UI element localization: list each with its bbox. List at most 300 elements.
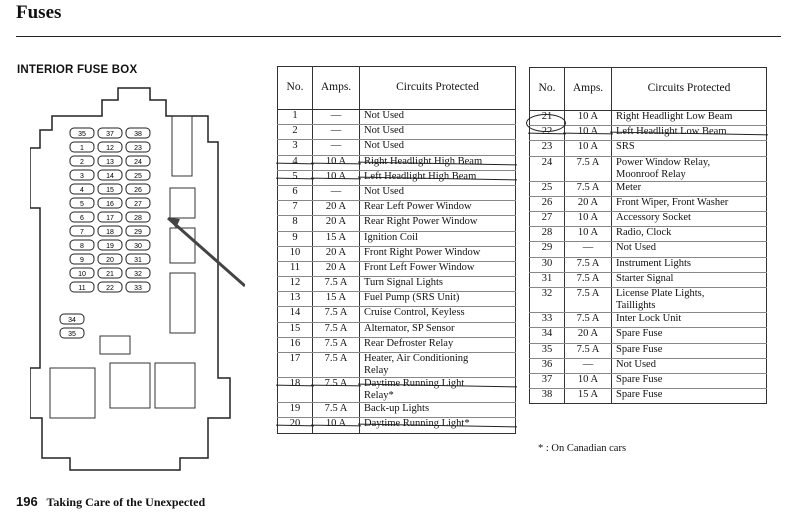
fuse-circuit [612,313,767,328]
fuse-slot-label: 33 [134,285,142,292]
fuse-number [530,227,565,242]
fuse-circuit-text: Accessory Socket [616,212,691,224]
fuse-circuit-text: Power Window Relay, [616,156,711,168]
fuse-amps-text: — [330,125,342,137]
table-row [278,322,516,337]
fuse-number-text: 10 [289,246,301,258]
table-row [530,373,767,388]
table-row [278,185,516,200]
fuse-number [278,277,313,292]
table-row [278,125,516,140]
fuse-amps-text: 10 A [577,126,599,138]
fuse-number-text: 17 [289,353,301,364]
fuse-number [278,403,313,418]
table-row [530,181,767,196]
fuse-number [530,288,565,313]
section-subtitle: INTERIOR FUSE BOX [17,64,138,76]
fuse-number-text: 38 [541,389,553,401]
fuse-number [530,181,565,196]
fuse-number [530,156,565,181]
fuse-circuit-text: Meter [616,181,642,193]
fuse-slot-label: 11 [78,285,86,292]
fuse-amps [565,242,612,257]
fuse-number-text: 37 [541,373,553,385]
fuse-number-text: 18 [289,378,301,390]
fuse-amps-text: 7.5 A [324,307,348,319]
fuse-number-text: 29 [541,242,553,254]
fuse-number [278,337,313,352]
fuse-number [278,140,313,155]
fuse-number-text: 16 [289,337,301,349]
table-row [278,140,516,155]
fuse-amps [313,403,360,418]
fuse-amps-text: 7.5 A [324,403,348,415]
fuse-number [278,292,313,307]
fuse-number-text: 30 [541,257,553,269]
fuse-circuit [360,322,516,337]
fuse-circuit [360,125,516,140]
fuse-slot-label: 24 [134,159,142,166]
fuse-amps-text: 15 A [577,389,599,401]
fuse-circuit [360,337,516,352]
fuse-amps [565,389,612,404]
fuse-number [530,389,565,404]
fuse-number-text: 7 [292,201,298,213]
fuse-number-text: 21 [541,111,553,122]
fuse-number [530,373,565,388]
fuse-amps-text: 15 A [325,292,347,304]
fuse-circuit [612,242,767,257]
fuse-slot-label: 31 [134,257,142,264]
table-row [530,196,767,211]
fuse-number [530,212,565,227]
fuse-circuit-text: Heater, Air Conditioning [364,353,469,364]
fuse-number-text: 12 [289,277,301,289]
fuse-circuit [612,389,767,404]
fuse-circuit-text: Fuel Pump (SRS Unit) [364,292,460,304]
fuse-amps-text: 7.5 A [576,156,600,168]
table-row [530,141,767,156]
table-row [278,378,516,403]
fuse-number-text: 26 [541,196,553,208]
fuse-circuit-text: Spare Fuse [616,373,663,385]
fuse-slot-label: 2 [80,159,84,166]
fuse-amps-text: 7.5 A [576,343,600,355]
fuse-circuit-text: Not Used [616,242,656,254]
table-row [278,292,516,307]
fuse-slot-label: 10 [78,271,86,278]
fuse-slot-label: 29 [134,229,142,236]
fuse-circuit [360,378,516,403]
fuse-slot-label: 35 [68,331,76,338]
fuse-amps [565,257,612,272]
fuse-amps [313,140,360,155]
fuse-amps-text: 20 A [325,246,347,258]
fuse-circuit [612,257,767,272]
fuse-slot-label: 30 [134,243,142,250]
fuse-amps [565,328,612,343]
fuse-number-text: 34 [541,328,553,340]
fuse-circuit [612,272,767,287]
fuse-slot-label: 38 [134,131,142,138]
fuse-number-text: 8 [292,216,298,228]
table-row [278,277,516,292]
fuse-circuit-text: Ignition Coil [364,231,418,243]
fuse-circuit-text: Not Used [364,140,404,152]
fuse-amps [313,307,360,322]
fuse-circuit-text: Rear Left Power Window [364,201,472,213]
table-row [278,231,516,246]
header-amps: Amps. [565,68,612,111]
fuse-slot-label: 9 [80,257,84,264]
table-row [278,337,516,352]
fuse-number [278,201,313,216]
fuse-slot-label: 18 [106,229,114,236]
fuse-number [278,231,313,246]
fuse-circuit [360,216,516,231]
fuse-slot-label: 3 [80,173,84,180]
fuse-slots-group [60,128,150,338]
fuse-slot-label: 8 [80,243,84,250]
fuse-amps [565,196,612,211]
page-title: Fuses [16,2,62,23]
header-no: No. [530,68,565,111]
fuse-amps-text: 7.5 A [324,337,348,349]
fuse-slot-label: 23 [134,145,142,152]
fuse-amps-text: — [582,242,594,254]
fuse-circuit [360,277,516,292]
fuse-amps-text: 10 A [577,227,599,239]
fuse-circuit [360,261,516,276]
fuse-slot-label: 14 [106,173,114,180]
fuse-circuit-text: Rear Right Power Window [364,216,478,228]
fuse-slot-label: 22 [106,285,114,292]
fuse-amps [313,170,360,185]
fuse-slot-label: 12 [106,145,114,152]
fuse-circuit-text: Alternator, SP Sensor [364,322,455,334]
fuse-table-left [277,66,516,434]
fuse-circuit [612,373,767,388]
fuse-amps-text: 7.5 A [576,272,600,284]
table-row [530,212,767,227]
fuse-circuit-text: Front Wiper, Front Washer [616,196,729,208]
fuse-slot-label: 37 [106,131,114,138]
fuse-slot-label: 7 [80,229,84,236]
table-row [530,257,767,272]
fuse-amps-text: 20 A [325,201,347,213]
fuse-amps [565,288,612,313]
fuse-amps [313,277,360,292]
fuse-amps [313,292,360,307]
fuse-slot-label: 19 [106,243,114,250]
table-row [278,201,516,216]
fuse-circuit [360,170,516,185]
table-row [530,343,767,358]
fuse-slot-label: 6 [80,215,84,222]
fuse-number-text: 31 [541,272,553,284]
fuse-slot-label: 20 [106,257,114,264]
fuse-circuit-text: Not Used [364,185,404,197]
fuse-amps [565,358,612,373]
table-row [278,170,516,185]
fuse-number-text: 32 [541,288,553,299]
fuse-number-text: 1 [292,110,298,121]
fuse-circuit [360,418,516,433]
fuse-amps [313,246,360,261]
fuse-amps-text: 10 A [325,418,347,430]
table-row [530,358,767,373]
fuse-number-text: 28 [541,227,553,239]
fuse-circuit-text: License Plate Lights, [616,288,705,299]
fuse-amps [313,201,360,216]
table-row [530,389,767,404]
fuse-amps-text: 20 A [325,261,347,273]
table-row [278,261,516,276]
fuse-number-text: 2 [292,125,298,137]
fuse-amps-text: 7.5 A [324,378,348,390]
footer-text: Taking Care of the Unexpected [46,495,206,509]
fuse-circuit-text: SRS [616,141,635,153]
fuse-amps-text: 7.5 A [324,277,348,289]
fuse-amps-text: 7.5 A [576,313,600,325]
fuse-amps-text: 20 A [577,328,599,340]
fuse-amps [313,353,360,378]
fuse-circuit-text: Front Right Power Window [364,246,481,258]
fuse-number-text: 36 [541,358,553,370]
fuse-amps [313,418,360,433]
fuse-circuit [612,181,767,196]
fuse-number [278,261,313,276]
fuse-amps-text: 20 A [325,216,347,228]
fuse-slot-label: 27 [134,201,142,208]
title-rule [16,36,781,37]
fuse-circuit [612,126,767,141]
fuse-number-text: 3 [292,140,298,152]
table-row [530,328,767,343]
fuse-box-diagram [30,78,245,478]
fuse-slot-label: 34 [68,317,76,324]
fuse-amps-text: — [330,110,342,121]
fuse-circuit-text: Back-up Lights [364,403,430,415]
fuse-slot-label: 1 [80,145,84,152]
header-amps: Amps. [313,67,360,110]
fuse-amps [313,337,360,352]
fuse-amps [313,125,360,140]
fuse-circuit [360,307,516,322]
fuse-amps [313,110,360,125]
fuse-amps-text: 7.5 A [576,181,600,193]
fuse-circuit-text: Not Used [616,358,656,370]
fuse-amps-text: 10 A [325,170,347,182]
fuse-amps [313,155,360,170]
header-circuits: Circuits Protected [360,67,516,110]
fuse-amps [565,272,612,287]
fuse-number [530,328,565,343]
fuse-number-text: 33 [541,313,553,325]
fuse-number [278,185,313,200]
fuse-circuit-text: Instrument Lights [616,257,691,269]
fuse-number-text: 4 [292,155,298,167]
fuse-circuit [612,212,767,227]
fuse-circuit [612,288,767,313]
fuse-number [278,125,313,140]
fuse-slot-label: 21 [106,271,114,278]
fuse-amps [565,343,612,358]
fuse-number [278,307,313,322]
fuse-amps [565,373,612,388]
fuse-circuit-text: Daytime Running Light* [364,418,470,430]
fuse-circuit [360,155,516,170]
fuse-number-text: 22 [541,126,553,138]
fuse-number [530,313,565,328]
fuse-number-text: 24 [541,156,553,168]
fuse-number [278,353,313,378]
table-row [278,353,516,378]
table-row [530,313,767,328]
fuse-circuit-text: Spare Fuse [616,389,663,401]
fuse-circuit-text: Radio, Clock [616,227,672,239]
fuse-circuit-text: Not Used [364,110,404,121]
fuse-circuit-text: Rear Defroster Relay [364,337,454,349]
fuse-number [530,272,565,287]
fuse-circuit [360,292,516,307]
fuse-circuit-text: Starter Signal [616,272,674,284]
highlight-circle-fuse-21 [526,114,566,132]
fuse-circuit-text: Turn Signal Lights [364,277,443,289]
fuse-number [278,216,313,231]
fuse-slot-label: 25 [134,173,142,180]
fuse-number [278,322,313,337]
fuse-circuit [612,196,767,211]
fuse-number-text: 35 [541,343,553,355]
fuse-circuit-text: Left Headlight High Beam [364,170,477,182]
fuse-circuit-text: Inter Lock Unit [616,313,682,325]
fuse-slot-label: 15 [106,187,114,194]
fuse-slot-label: 4 [80,187,84,194]
fuse-slot-label: 35 [78,131,86,138]
table-row [530,227,767,242]
fuse-circuit [360,201,516,216]
fuse-amps [565,212,612,227]
fuse-amps-text: 10 A [325,155,347,167]
fuse-amps [565,111,612,126]
fuse-number-text: 19 [289,403,301,415]
fuse-amps [565,313,612,328]
fuse-slot-label: 17 [106,215,114,222]
fuse-number-text: 25 [541,181,553,193]
fuse-circuit-text: Left Headlight Low Beam [616,126,727,138]
fuse-amps [565,126,612,141]
table-row [530,242,767,257]
fuse-circuit [360,403,516,418]
fuse-circuit-line2: Relay* [364,390,394,402]
fuse-circuit-text: Spare Fuse [616,328,663,340]
fuse-circuit-text: Not Used [364,125,404,137]
fuse-slot-label: 13 [106,159,114,166]
fuse-circuit [612,156,767,181]
fuse-circuit [360,246,516,261]
fuse-amps-text: — [330,185,342,197]
fuse-circuit [612,141,767,156]
fuse-amps [565,227,612,242]
fuse-circuit [360,231,516,246]
fuse-number-text: 13 [289,292,301,304]
fuse-circuit-text: Front Left Fower Window [364,261,475,273]
fuse-circuit [612,358,767,373]
fuse-amps [313,216,360,231]
fuse-slot-label: 32 [134,271,142,278]
fuse-number [530,196,565,211]
fuse-amps-text: 10 A [577,111,599,122]
fuse-circuit [360,140,516,155]
page-number: 196 [16,494,38,509]
fuse-number-text: 14 [289,307,301,319]
table-row [530,156,767,181]
fuse-slot-label: 16 [106,201,114,208]
fuse-amps-text: — [330,140,342,152]
fuse-circuit-text: Right Headlight Low Beam [616,111,733,122]
fuse-number-text: 6 [292,185,298,197]
table-row [278,403,516,418]
fuse-circuit-line2: Taillights [616,300,656,312]
fuse-amps [313,378,360,403]
fuse-amps-text: 20 A [577,196,599,208]
fuse-circuit-line2: Moonroof Relay [616,168,686,180]
fuse-amps-text: 10 A [577,373,599,385]
fuse-number [278,110,313,125]
fuse-amps-text: 7.5 A [576,257,600,269]
fuse-number [530,257,565,272]
table-row [530,288,767,313]
fuse-circuit-text: Right Headlight High Beam [364,155,483,167]
fuse-number-text: 11 [289,261,301,273]
fuse-number [278,378,313,403]
fuse-amps [313,322,360,337]
fuse-number [278,170,313,185]
fuse-amps-text: — [582,358,594,370]
fuse-number [278,246,313,261]
fuse-number-text: 20 [289,418,301,430]
fuse-amps [565,141,612,156]
fuse-number-text: 15 [289,322,301,334]
fuse-amps-text: 10 A [577,141,599,153]
fuse-circuit [612,111,767,126]
fuse-circuit [612,227,767,242]
fuse-number [278,155,313,170]
table-row [278,155,516,170]
fuse-circuit [612,343,767,358]
fuse-circuit [612,328,767,343]
fuse-slot-label: 26 [134,187,142,194]
table-row [278,110,516,125]
fuse-amps-text: 7.5 A [324,353,348,364]
fuse-amps-text: 10 A [577,212,599,224]
fuse-amps-text: 15 A [325,231,347,243]
table-row [530,272,767,287]
fuse-number-text: 9 [292,231,298,243]
fuse-number [530,242,565,257]
fuse-number-text: 27 [541,212,553,224]
fuse-circuit-text: Cruise Control, Keyless [364,307,465,319]
fuse-number [278,418,313,433]
fuse-slot-label: 5 [80,201,84,208]
fuse-amps [565,156,612,181]
fuse-number [530,343,565,358]
header-no: No. [278,67,313,110]
fuse-amps [313,261,360,276]
page-footer [16,494,205,510]
fuse-number-text: 5 [292,170,298,182]
